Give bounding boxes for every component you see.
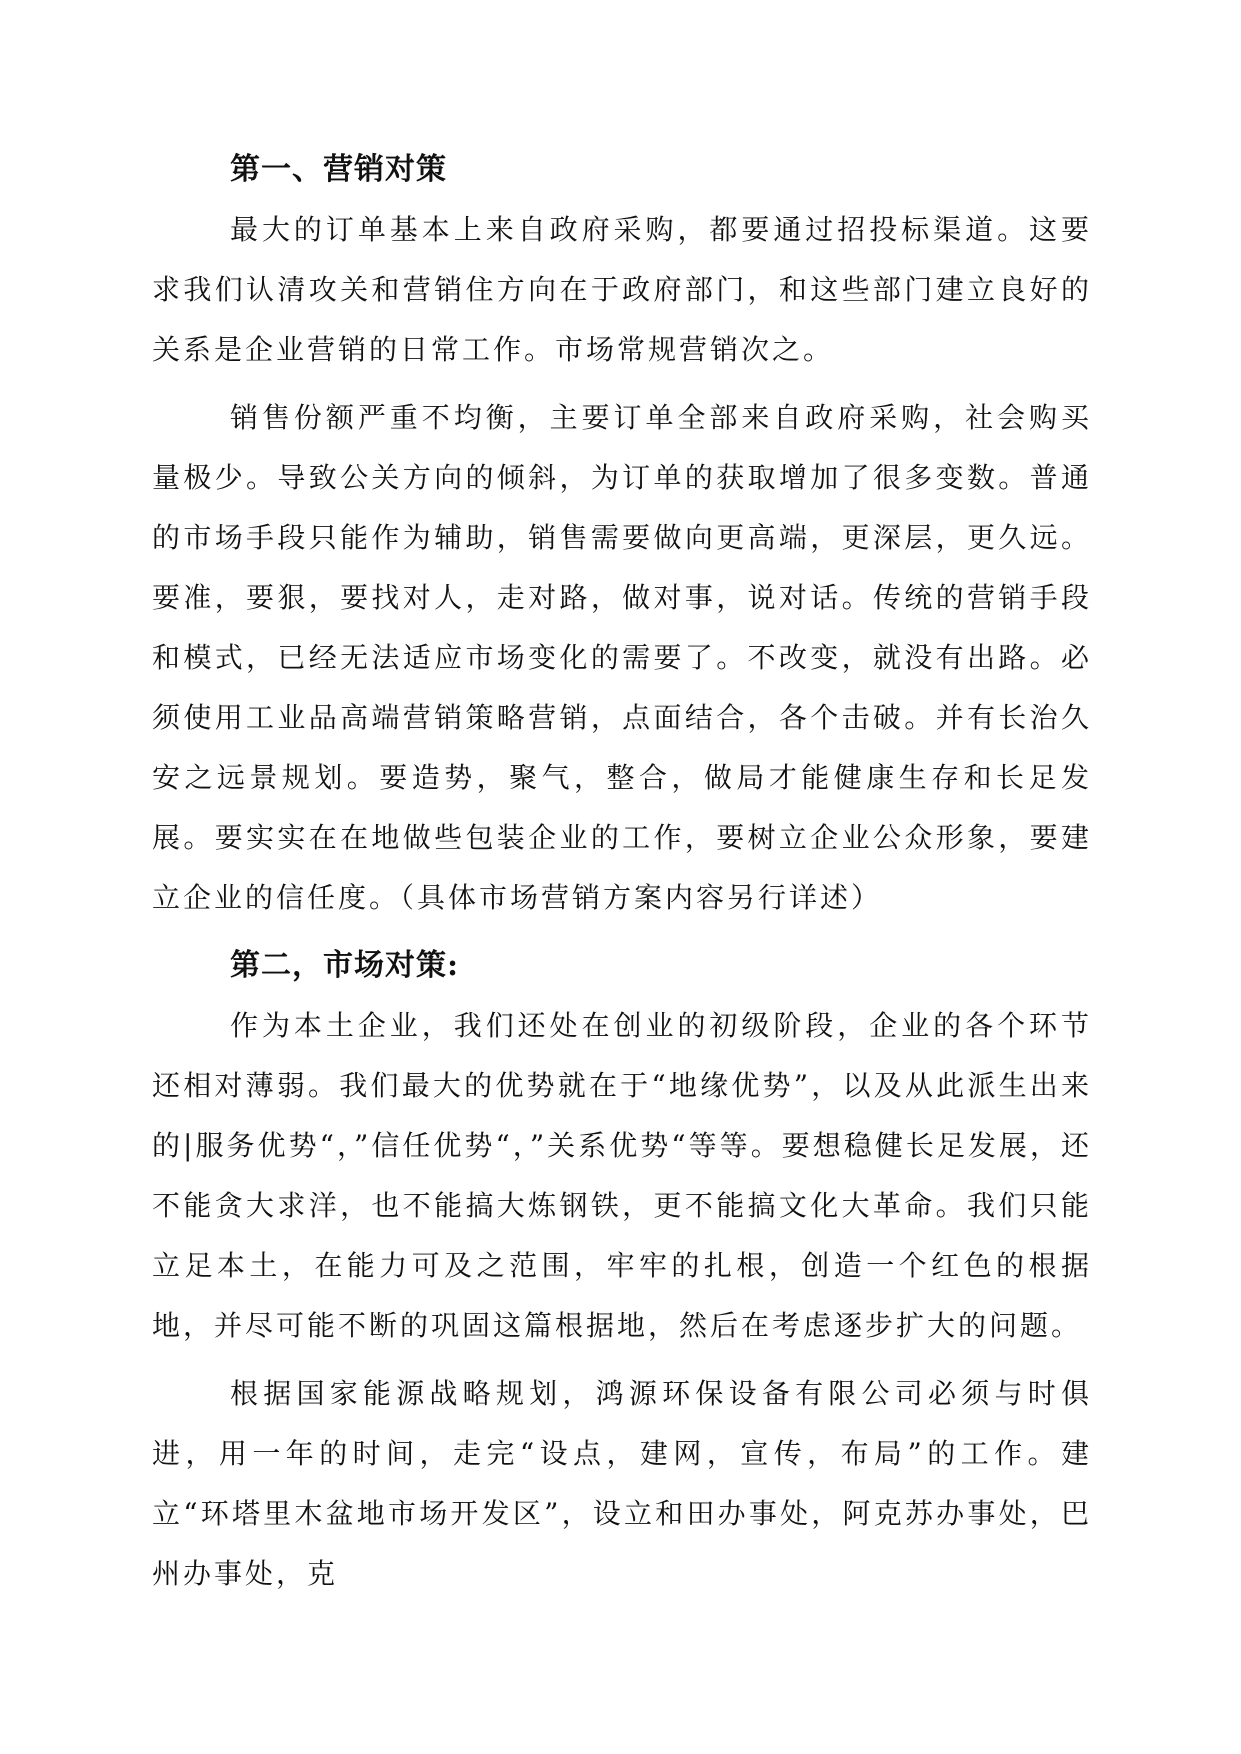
document-body xyxy=(152,140,1092,1612)
paragraph: 销售份额严重不均衡，主要订单全部来自政府采购，社会购买量极少。导致公关方向的倾斜，为订单的获取增加了很多变数。普通的市场手段只能作为辅助，销售需要做向更高端，更深层，更久远。要准，要狠，要找对人，走对路，做对事，说对话。传统的营销手段和模式，已经无法适应市场变化的需要了。不改变，就没有出路。必须使用工业品高端营销策略营销，点面结合，各个击破。并有长治久安之远景规划。要造势，聚气，整合，做局才能健康生存和长足发展。要实实在在地做些包装企业的工作，要树立企业公众形象，要建立企业的信任度。（具体市场营销方案内容另行详述） xyxy=(152,401,1092,914)
paragraph: 最大的订单基本上来自政府采购，都要通过招投标渠道。这要求我们认清攻关和营销住方向在于政府部门，和这些部门建立良好的关系是企业营销的日常工作。市场常规营销次之。 xyxy=(152,213,1092,366)
section-heading-market: 第二，市场对策: xyxy=(230,948,460,983)
paragraph: 根据国家能源战略规划，鸿源环保设备有限公司必须与时俱进，用一年的时间，走完“设点，建网，宣传，布局”的工作。建立“环塔里木盆地市场开发区”，设立和田办事处，阿克苏办事处，巴州办事处，克 xyxy=(152,1377,1092,1590)
paragraph: 作为本土企业，我们还处在创业的初级阶段，企业的各个环节还相对薄弱。我们最大的优势就在于“地缘优势”，以及从此派生出来的|服务优势“，”信任优势“，”关系优势“等等。要想稳健长足发展，还不能贪大求洋，也不能搞大炼钢铁，更不能搞文化大革命。我们只能立足本土，在能力可及之范围，牢牢的扎根，创造一个红色的根据地，并尽可能不断的巩固这篇根据地，然后在考虑逐步扩大的问题。 xyxy=(152,1009,1092,1342)
section-heading-marketing: 第一、营销对策 xyxy=(230,152,447,187)
